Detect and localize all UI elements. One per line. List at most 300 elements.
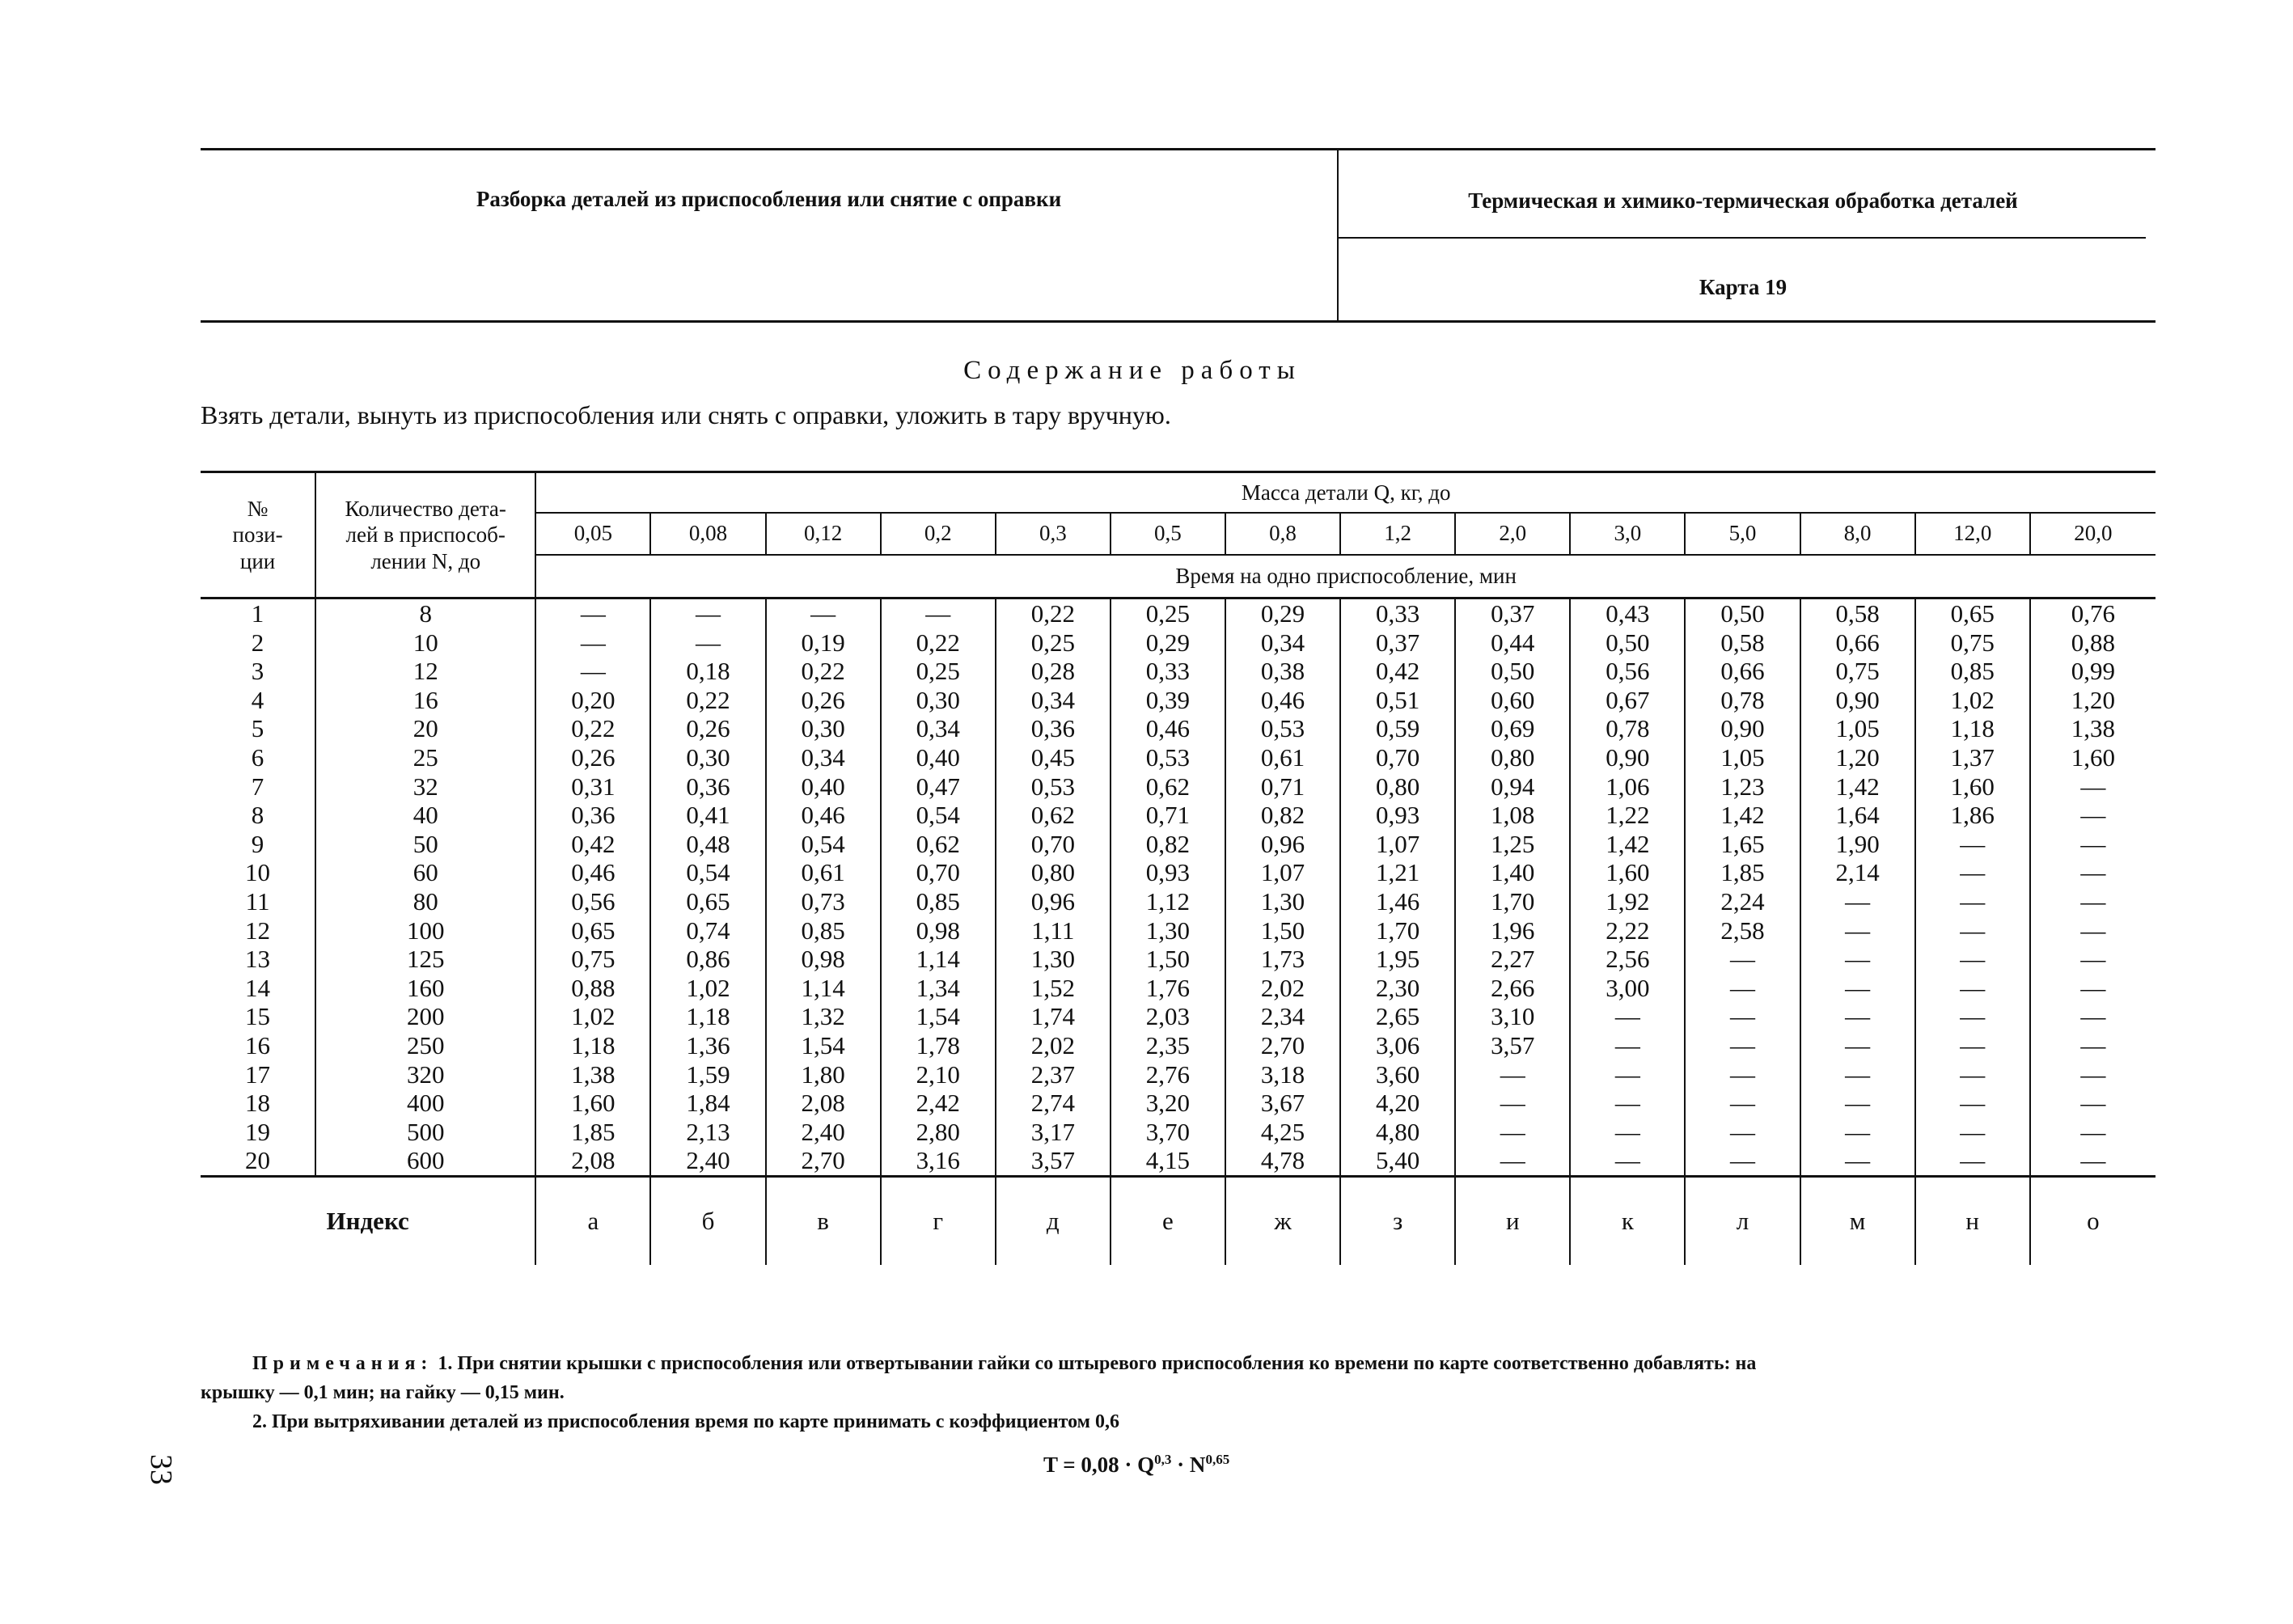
time-value: 3,00 [1570,974,1685,1003]
time-value: 1,14 [766,974,881,1003]
time-value: 0,74 [650,916,765,945]
time-value: 1,30 [1111,916,1225,945]
time-value: 0,44 [1455,628,1570,658]
mass-value-10: 3,0 [1570,513,1685,555]
time-value: 2,42 [881,1089,996,1118]
time-value: — [650,598,765,628]
card-header [201,148,2156,322]
table-row [201,657,2156,686]
index-label: Индекс [326,1206,409,1235]
time-value: 1,60 [1570,858,1685,887]
time-value: 0,36 [571,801,616,830]
col-quantity-line3: лении N, до [370,548,481,573]
time-value: 1,25 [1455,830,1570,859]
time-value: 0,25 [881,657,996,686]
time-value: 2,10 [881,1060,996,1089]
time-value: 0,90 [1685,714,1800,743]
time-value: 0,93 [1111,858,1225,887]
quantity-value: 20 [315,714,535,743]
time-value: 0,58 [1800,598,1915,628]
time-value: — [1455,1089,1570,1118]
time-value: 0,38 [1225,657,1340,686]
time-value: 1,36 [650,1031,765,1060]
time-value: 0,18 [650,657,765,686]
index-value: л [1685,1176,1800,1265]
position-number: 8 [201,801,315,830]
col-quantity-line1: Количество дета- [345,496,506,521]
time-value: 1,21 [1340,858,1455,887]
time-value: 0,54 [650,858,765,887]
index-value: ж [1225,1176,1340,1265]
time-value: 1,02 [571,1002,616,1031]
time-value: — [1915,1089,2030,1118]
time-value: 4,20 [1340,1089,1455,1118]
time-value: 0,88 [571,973,616,1002]
position-number: 7 [201,772,315,801]
position-number: 4 [201,686,315,715]
time-value: 1,90 [1800,830,1915,859]
time-value: 0,31 [571,772,616,801]
time-value: 1,60 [571,1089,616,1118]
time-value: 1,30 [1225,887,1340,916]
time-value: 0,47 [881,772,996,801]
time-value: — [2030,1118,2156,1147]
time-value: 0,48 [650,830,765,859]
time-value: 1,14 [881,945,996,974]
time-value: 0,78 [1570,714,1685,743]
time-value: 0,25 [1111,598,1225,628]
time-value: — [2030,916,2156,945]
content-title: Содержание работы [963,356,1301,385]
time-value: — [1800,1146,1915,1176]
formula [1043,1452,1229,1478]
content-text: Взять детали, вынуть из приспособления или снять с оправки, уложить в тару вручную. [201,400,1171,429]
time-value: 1,38 [571,1059,616,1089]
time-value: 3,57 [996,1146,1111,1176]
time-value: 0,19 [766,628,881,658]
time-value: 1,07 [1225,858,1340,887]
mass-value-4: 0,2 [881,513,996,555]
time-value: 0,46 [1225,686,1340,715]
time-value: 4,80 [1340,1118,1455,1147]
time-value: 0,20 [571,685,616,714]
time-value: 1,96 [1455,916,1570,945]
quantity-value: 25 [315,743,535,772]
quantity-value: 8 [315,598,535,628]
time-value: 1,12 [1111,887,1225,916]
index-row [201,1176,2156,1265]
time-value: 1,02 [650,974,765,1003]
time-value: 0,41 [650,801,765,830]
time-value: 2,37 [996,1060,1111,1089]
time-value: 0,82 [1225,801,1340,830]
position-number: 15 [201,1002,315,1031]
time-value: 1,06 [1570,772,1685,801]
time-value: 1,84 [650,1089,765,1118]
time-value: — [2030,801,2156,830]
time-value: 2,40 [766,1118,881,1147]
time-value: — [2030,772,2156,801]
time-value: 0,70 [881,858,996,887]
col-position-line3: ции [239,548,276,573]
time-value: 3,16 [881,1146,996,1176]
time-value: — [2030,1002,2156,1031]
notes-label: Примечания: [252,1353,434,1374]
time-value: — [1570,1060,1685,1089]
time-value: 0,69 [1455,714,1570,743]
time-value: — [2030,1031,2156,1060]
time-value: 0,51 [1340,686,1455,715]
time-value: 0,90 [1570,743,1685,772]
time-value: 2,74 [996,1089,1111,1118]
time-value: — [2030,1146,2156,1176]
mass-value-9: 2,0 [1455,513,1570,555]
time-value: 0,37 [1455,598,1570,628]
time-header: Время на одно приспособление, мин [535,555,2156,598]
time-value: 0,75 [571,945,616,974]
quantity-value: 400 [315,1089,535,1118]
time-value: 0,33 [1111,657,1225,686]
time-value: 0,78 [1685,686,1800,715]
time-value: — [1800,974,1915,1003]
time-value: 2,34 [1225,1002,1340,1031]
mass-value-13: 12,0 [1915,513,2030,555]
col-quantity-line2: лей в приспособ- [345,522,506,548]
time-value: — [1570,1089,1685,1118]
mass-value-7: 0,8 [1225,513,1340,555]
mass-value-11: 5,0 [1685,513,1800,555]
time-value: — [1915,858,2030,887]
table-row [201,945,2156,974]
notes [201,1349,2156,1436]
time-value: 0,66 [1800,628,1915,658]
time-value: 2,40 [650,1146,765,1176]
table-row [201,686,2156,715]
table-row [201,801,2156,830]
time-value: 0,43 [1570,598,1685,628]
time-value: 1,65 [1685,830,1800,859]
time-value: 1,22 [1570,801,1685,830]
time-value: 0,40 [766,772,881,801]
operation-title: Разборка деталей из приспособления или снятие с оправки [476,187,1062,211]
time-value: 5,40 [1340,1146,1455,1176]
quantity-value: 16 [315,686,535,715]
col-position-line2: пози- [232,522,283,548]
time-value: 0,42 [1340,657,1455,686]
formula-exp-n: 0,65 [1205,1452,1230,1467]
time-value: 0,65 [1915,598,2030,628]
time-value: 1,40 [1455,858,1570,887]
table-row [201,830,2156,859]
time-value: 0,75 [1800,657,1915,686]
time-value: 1,42 [1570,830,1685,859]
quantity-value: 80 [315,887,535,916]
time-value: — [1800,945,1915,974]
time-value: — [1915,916,2030,945]
time-value: 1,07 [1340,830,1455,859]
time-value: 0,80 [1455,743,1570,772]
time-value: 2,70 [1225,1031,1340,1060]
time-value: — [1915,1060,2030,1089]
time-value: — [766,598,881,628]
time-value: 1,18 [1915,714,2030,743]
position-number: 18 [201,1089,315,1118]
time-value: — [2030,974,2156,1003]
time-value: 1,38 [2030,714,2156,743]
quantity-value: 250 [315,1031,535,1060]
time-value: 3,17 [996,1118,1111,1147]
time-value: — [1570,1031,1685,1060]
time-value: 0,46 [571,858,616,887]
mass-value-14: 20,0 [2030,513,2156,555]
table-row [201,714,2156,743]
time-value: 0,56 [571,886,616,916]
index-value: а [535,1176,650,1265]
time-value: 2,27 [1455,945,1570,974]
time-value: 0,50 [1570,628,1685,658]
time-value: 0,94 [1455,772,1570,801]
time-value: — [2030,887,2156,916]
position-number: 17 [201,1060,315,1089]
time-value: 1,54 [766,1031,881,1060]
time-value: 2,35 [1111,1031,1225,1060]
time-value: 2,13 [650,1118,765,1147]
time-value: 0,53 [1225,714,1340,743]
time-value: 0,62 [996,801,1111,830]
time-value: 0,26 [766,686,881,715]
time-value: 0,28 [996,657,1111,686]
table-row [201,598,2156,628]
time-value: — [1455,1146,1570,1176]
index-value: о [2030,1176,2156,1265]
position-number: 13 [201,945,315,974]
card-number: Карта 19 [1699,275,1787,299]
time-value: 2,66 [1455,974,1570,1003]
index-value: з [1340,1176,1455,1265]
quantity-value: 32 [315,772,535,801]
time-value: — [1685,945,1800,974]
time-value: — [580,628,606,657]
time-value: 0,50 [1455,657,1570,686]
time-value: 0,85 [1915,657,2030,686]
time-value: 0,62 [881,830,996,859]
col-quantity-header [315,472,535,598]
time-value: — [1915,1002,2030,1031]
time-value: 0,26 [650,714,765,743]
time-value: 0,71 [1225,772,1340,801]
time-value: 0,42 [571,829,616,858]
time-value: 3,18 [1225,1060,1340,1089]
quantity-value: 125 [315,945,535,974]
time-value: 2,56 [1570,945,1685,974]
time-value: 1,20 [2030,686,2156,715]
time-value: — [1685,1002,1800,1031]
time-value: 0,98 [766,945,881,974]
time-value: 0,80 [1340,772,1455,801]
header-top-rule [201,148,2156,150]
time-value: 1,02 [1915,686,2030,715]
time-value: 4,78 [1225,1146,1340,1176]
time-value: 2,03 [1111,1002,1225,1031]
time-value: 1,59 [650,1060,765,1089]
quantity-value: 160 [315,974,535,1003]
time-value: 1,34 [881,974,996,1003]
index-value: м [1800,1176,1915,1265]
time-value: — [1915,830,2030,859]
time-value: 0,30 [766,714,881,743]
header-inner-rule [1337,237,2146,239]
quantity-value: 50 [315,830,535,859]
time-value: — [1685,1146,1800,1176]
page-number: 33 [144,1454,178,1485]
time-value: — [1800,1060,1915,1089]
time-value: 1,70 [1455,887,1570,916]
time-value: 2,58 [1685,916,1800,945]
formula-mid: · N [1171,1453,1206,1477]
time-value: 0,56 [1570,657,1685,686]
quantity-value: 60 [315,858,535,887]
time-value: 0,50 [1685,598,1800,628]
time-value: 1,18 [650,1002,765,1031]
time-value: — [580,599,606,628]
time-value: 0,59 [1340,714,1455,743]
quantity-value: 200 [315,1002,535,1031]
time-value: 1,18 [571,1030,616,1059]
time-value: 3,67 [1225,1089,1340,1118]
time-value: — [1915,887,2030,916]
table-row [201,772,2156,801]
mass-value-1: 0,05 [535,513,650,555]
position-number: 6 [201,743,315,772]
position-number: 20 [201,1146,315,1176]
time-value: 0,54 [766,830,881,859]
quantity-value: 40 [315,801,535,830]
position-number: 16 [201,1031,315,1060]
time-value: 0,34 [996,686,1111,715]
mass-value-12: 8,0 [1800,513,1915,555]
table-row [201,1118,2156,1147]
time-value: 1,70 [1340,916,1455,945]
time-value: 0,36 [650,772,765,801]
index-value: н [1915,1176,2030,1265]
table-row [201,1031,2156,1060]
quantity-value: 10 [315,628,535,658]
time-value: 0,90 [1800,686,1915,715]
time-value: 0,30 [650,743,765,772]
table-row [201,1089,2156,1118]
time-value: 0,85 [766,916,881,945]
table-row [201,916,2156,945]
position-number: 19 [201,1118,315,1147]
time-value: 1,78 [881,1031,996,1060]
formula-exp-q: 0,3 [1154,1452,1172,1467]
time-value: 0,22 [996,598,1111,628]
time-value: 0,29 [1225,598,1340,628]
time-value: 1,86 [1915,801,2030,830]
time-value: 3,60 [1340,1060,1455,1089]
time-value: — [1915,945,2030,974]
quantity-value: 500 [315,1118,535,1147]
mass-value-8: 1,2 [1340,513,1455,555]
time-value: — [580,657,606,686]
time-value: 0,45 [996,743,1111,772]
note-2: 2. При вытряхивании деталей из приспособления время по карте принимать с коэффициентом 0,6 [252,1411,1120,1432]
time-value: 1,20 [1800,743,1915,772]
time-value: 0,61 [766,858,881,887]
time-value: — [1800,1002,1915,1031]
time-value: 0,67 [1570,686,1685,715]
mass-header: Масса детали Q, кг, до [535,472,2156,513]
time-value: 0,22 [571,714,616,743]
time-value: 0,65 [571,916,616,945]
time-value: 0,33 [1340,598,1455,628]
time-value: 0,22 [650,686,765,715]
col-position-header [201,472,315,598]
position-number: 12 [201,916,315,945]
time-value: 0,53 [996,772,1111,801]
section-title: Термическая и химико-термическая обработка деталей [1468,188,2018,213]
time-value: 1,85 [1685,858,1800,887]
table-row [201,974,2156,1003]
time-value: — [1685,1118,1800,1147]
time-value: 2,14 [1800,858,1915,887]
time-value: 1,37 [1915,743,2030,772]
time-value: 2,65 [1340,1002,1455,1031]
time-value: — [1800,1089,1915,1118]
index-value: в [766,1176,881,1265]
position-number: 2 [201,628,315,658]
time-value: 1,11 [996,916,1111,945]
time-value: 1,23 [1685,772,1800,801]
time-value: 0,88 [2030,628,2156,658]
time-value: 1,60 [2030,743,2156,772]
table-row [201,1146,2156,1176]
time-value: 0,46 [766,801,881,830]
time-value: 2,70 [766,1146,881,1176]
time-value: 1,08 [1455,801,1570,830]
time-value: — [1915,974,2030,1003]
time-value: 3,10 [1455,1002,1570,1031]
time-value: — [1915,1146,2030,1176]
time-value: 1,76 [1111,974,1225,1003]
time-value: — [1685,1031,1800,1060]
index-value: к [1570,1176,1685,1265]
time-value: 0,29 [1111,628,1225,658]
time-value: 1,46 [1340,887,1455,916]
time-value: 2,30 [1340,974,1455,1003]
time-value: 1,50 [1225,916,1340,945]
index-value: е [1111,1176,1225,1265]
time-value: — [1455,1118,1570,1147]
quantity-value: 12 [315,657,535,686]
time-value: — [1685,1060,1800,1089]
norms-table-body [201,598,2156,1265]
time-value: 0,66 [1685,657,1800,686]
mass-value-2: 0,08 [650,513,765,555]
time-value: — [1570,1146,1685,1176]
time-value: 0,70 [1340,743,1455,772]
time-value: 0,61 [1225,743,1340,772]
time-value: 0,70 [996,830,1111,859]
time-value: 1,05 [1685,743,1800,772]
position-number: 5 [201,714,315,743]
time-value: 1,95 [1340,945,1455,974]
mass-value-5: 0,3 [996,513,1111,555]
time-value: 1,05 [1800,714,1915,743]
time-value: 0,75 [1915,628,2030,658]
time-value: 1,54 [881,1002,996,1031]
table-row [201,858,2156,887]
